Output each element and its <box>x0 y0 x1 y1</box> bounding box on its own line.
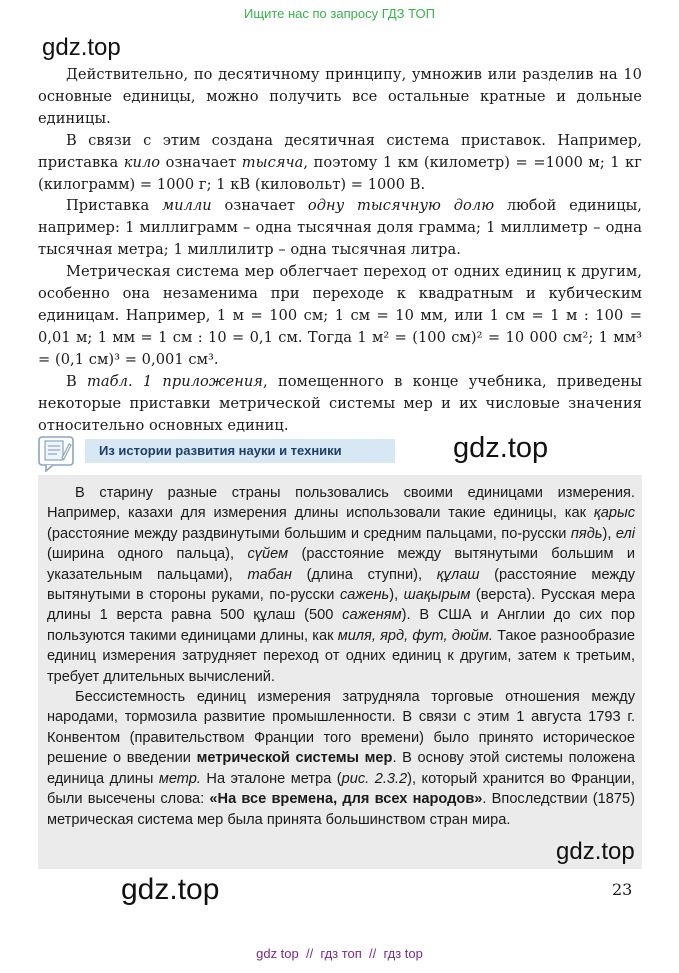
paragraph: Приставка милли означает одну тысячную долю любой единицы, например: 1 миллиграмм – одна тысячная доля грамма; 1 миллиметр – одна тысячная метра; 1 миллилитр – одна тысячная литра. <box>38 197 642 259</box>
table-reference: табл. 1 приложения <box>87 372 264 390</box>
paragraph: Метрическая система мер облегчает переход от одних единиц к другим, особенно она незаменима при переходе к квадратным и кубическим единицам. Например, 1 м = 100 см; 1 см = 10 мм, или 1 см = 1 м : 100 = 0,01 м; 1 мм = 1 см : 10 = 0,1 см. Тогда 1 м² = (100 см)² = 10 000 см²; 1 мм³ = (0,1 см)³ = 0,001 см³. <box>38 263 642 368</box>
paragraph: В связи с этим создана десятичная система приставок. Например, приставка кило означает тысяча, поэтому 1 км (километр) = =1000 м; 1 кг (килограмм) = 1000 г; 1 кВ (киловольт) = 1000 В. <box>38 131 643 193</box>
history-text <box>47 483 635 830</box>
watermark: gdz.top <box>42 34 121 61</box>
paragraph: В табл. 1 приложения, помещенного в конце учебника, приведены некоторые приставки метрической системы мер и их числовые значения относительно основных единиц. <box>38 372 642 434</box>
book-note-icon <box>38 436 76 472</box>
watermark: gdz.top <box>556 838 635 865</box>
section-heading: Из истории развития науки и техники <box>85 439 395 463</box>
top-banner[interactable]: Ищите нас по запросу ГДЗ ТОП <box>244 6 435 21</box>
watermark: gdz.top <box>121 873 220 906</box>
paragraph: Бессистемность единиц измерения затрудняла торговые отношения между народами, тормозила развитие промышленности. В связи с этим 1 августа 1793 г. Конвентом (правительством Франции того времени) было принято историческое решение о введении метрической системы мер. В основу этой системы положена единица длины метр. На эталоне метра (рис. 2.3.2), который хранится во Франции, были высечены слова: «На все времена, для всех народов». Впоследствии (1875) метрическая система мер была принята большинством стран мира. <box>47 689 635 828</box>
page-number: 23 <box>612 880 633 899</box>
main-text <box>38 64 642 436</box>
footer-links[interactable]: gdz top // гдз топ // гдз top <box>256 946 423 961</box>
watermark: gdz.top <box>453 432 549 464</box>
paragraph: Действительно, по десятичному принципу, умножив или разделив на 10 основные единицы, можно получить все остальные кратные и дольные единицы. <box>38 66 642 127</box>
figure-reference: рис. 2.3.2 <box>341 770 408 787</box>
paragraph: В старину разные страны пользовались своими единицами измерения. Например, казахи для измерения длины использовали такие единицы, как қарыс (расстояние между раздвинутыми большим и средним пальцами, по-русски пядь), елі (ширина одного пальца), сүйем (расстояние между вытянутыми большим и указательным пальцами), табан (длина ступни), құлаш (расстояние между вытянутыми в стороны руками, по-русски сажень), шақырым (верста). Русская мера длины 1 верста равна 500 құлаш (500 саженям). В США и Англии до сих пор пользуются такими единицами длины, как миля, ярд, фут, дюйм. Такое разнообразие единиц измерения затрудняет переход от одних единиц к другим, затем к третьим, требует длительных вычислений. <box>47 485 636 685</box>
